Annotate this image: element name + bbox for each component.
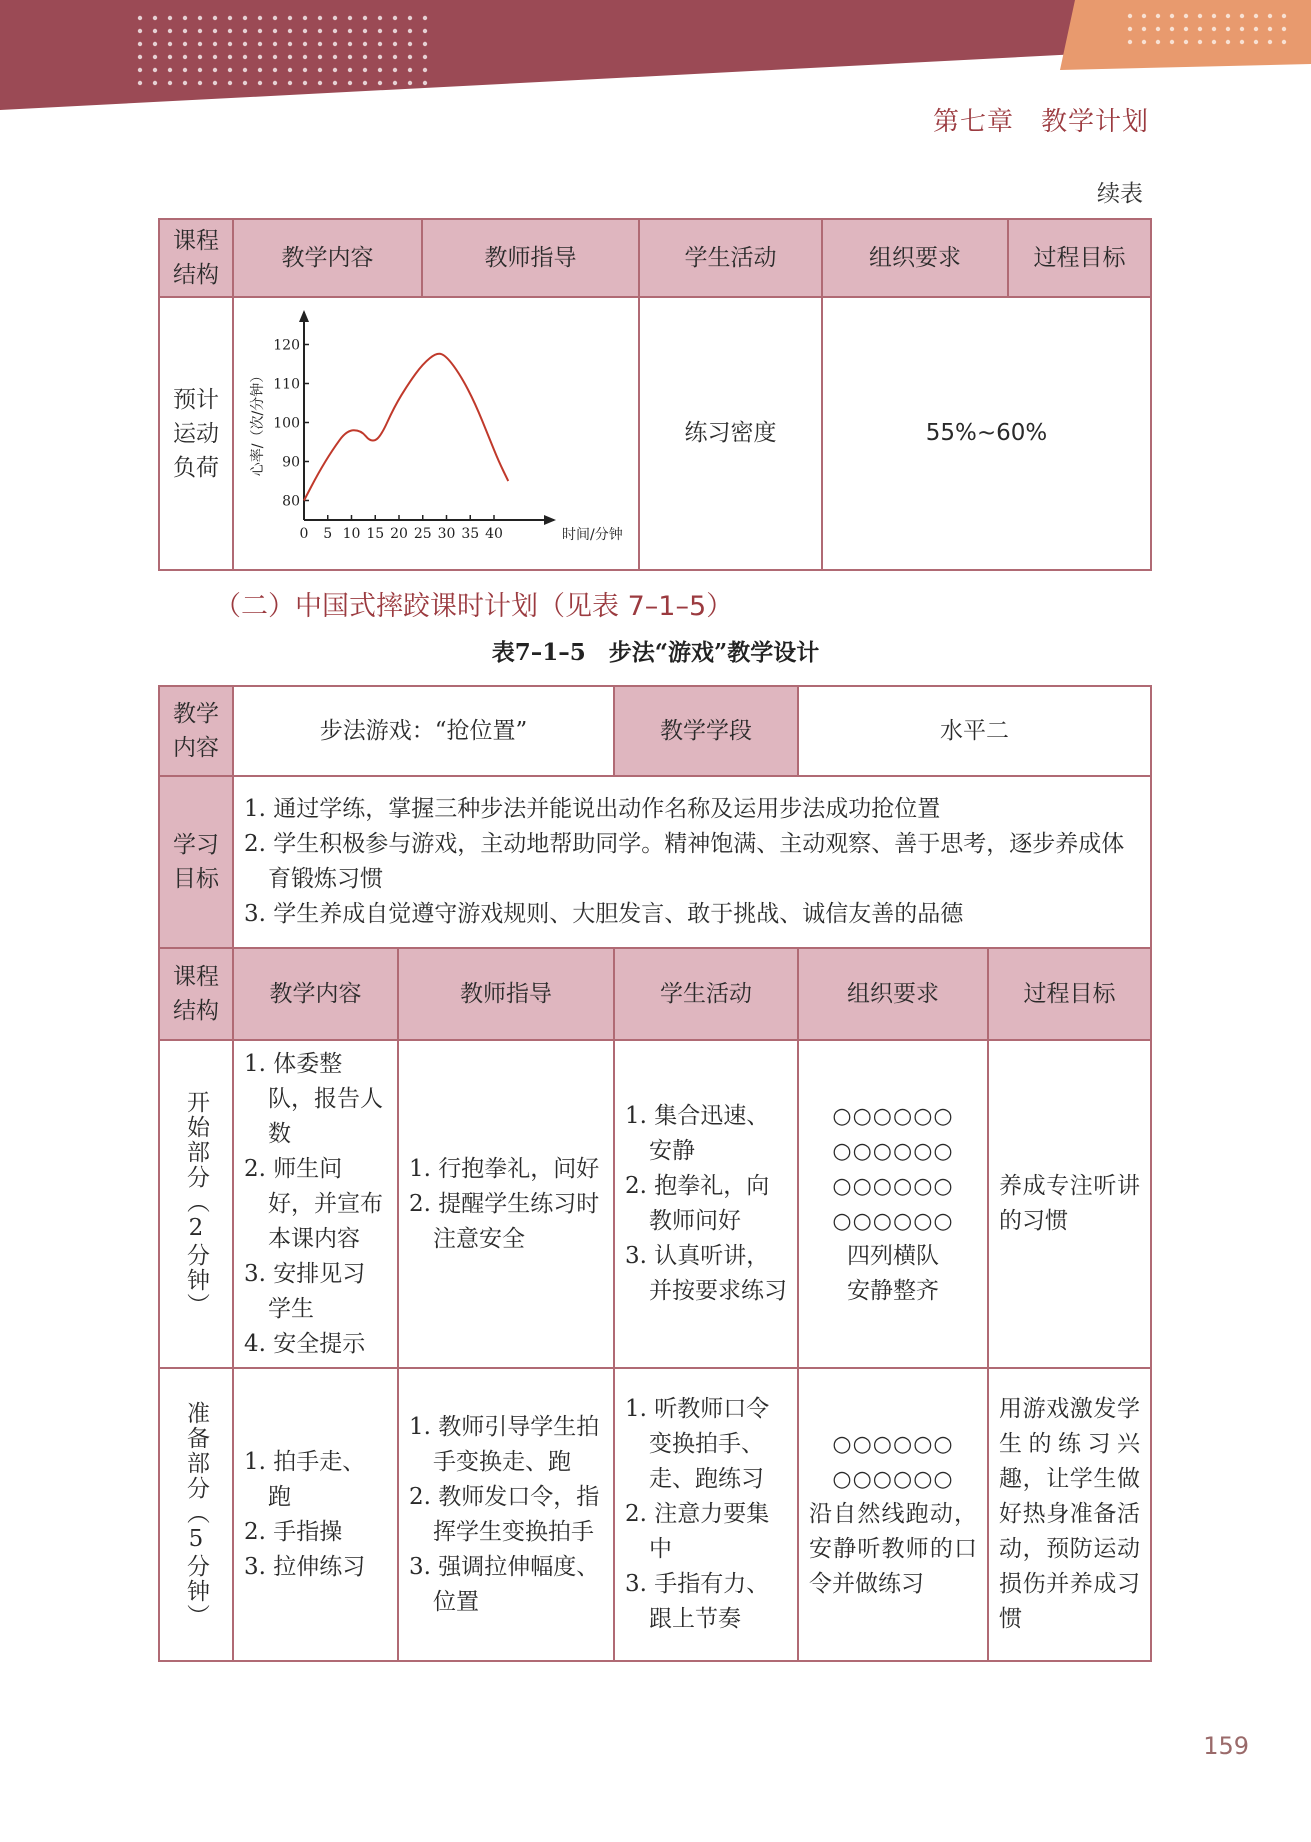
list-item: 1. 教师引导学生拍手变换走、跑 bbox=[409, 1413, 600, 1475]
banner-dot bbox=[213, 29, 217, 33]
header-org: 组织要求 bbox=[822, 219, 1008, 297]
banner-dot bbox=[393, 29, 397, 33]
prep-org bbox=[798, 1368, 988, 1661]
banner-dot bbox=[243, 55, 247, 59]
banner-dot bbox=[393, 42, 397, 46]
banner-dot bbox=[183, 42, 187, 46]
x-tick-label: 10 bbox=[342, 526, 361, 542]
banner-dot bbox=[348, 55, 352, 59]
banner-dot bbox=[1170, 27, 1174, 31]
banner-dot bbox=[168, 42, 172, 46]
list-item: 1. 拍手走、跑 bbox=[244, 1448, 366, 1510]
banner-dot bbox=[378, 16, 382, 20]
banner-dot bbox=[1226, 40, 1230, 44]
y-axis-label: 心率/（次/分钟） bbox=[250, 368, 266, 477]
page-number: 159 bbox=[1203, 1732, 1249, 1760]
x-tick-label: 30 bbox=[437, 526, 456, 542]
banner-dot bbox=[273, 29, 277, 33]
x-tick-label: 40 bbox=[485, 526, 503, 542]
banner-dot bbox=[243, 16, 247, 20]
header-guide: 教师指导 bbox=[398, 948, 614, 1040]
prep-part-label bbox=[159, 1368, 233, 1661]
banner-dot bbox=[393, 81, 397, 85]
banner-dot bbox=[1128, 14, 1132, 18]
banner-dot bbox=[1268, 27, 1272, 31]
top-banner bbox=[0, 0, 1311, 115]
banner-dot bbox=[333, 81, 337, 85]
banner-dot bbox=[1198, 40, 1202, 44]
banner-dot bbox=[378, 68, 382, 72]
banner-dot bbox=[273, 68, 277, 72]
banner-dot bbox=[408, 16, 412, 20]
banner-dot bbox=[393, 68, 397, 72]
banner-dot bbox=[378, 81, 382, 85]
list-item: 4. 安全提示 bbox=[244, 1330, 366, 1357]
x-tick-label: 5 bbox=[323, 526, 333, 542]
banner-dot bbox=[288, 16, 292, 20]
header-structure: 课程结构 bbox=[159, 948, 233, 1040]
banner-dot bbox=[153, 55, 157, 59]
banner-dot bbox=[408, 42, 412, 46]
row-label: 准备部分（5分钟） bbox=[183, 1400, 209, 1629]
banner-dot bbox=[183, 29, 187, 33]
banner-dot bbox=[333, 68, 337, 72]
list-item: 3. 安排见习学生 bbox=[244, 1260, 366, 1322]
banner-dot bbox=[288, 29, 292, 33]
banner-dot bbox=[243, 68, 247, 72]
heart-rate-line bbox=[304, 354, 508, 501]
list-item: 3. 拉伸练习 bbox=[244, 1553, 366, 1580]
goal-item: 3. 学生养成自觉遵守游戏规则、大胆发言、敢于挑战、诚信友善的品德 bbox=[244, 901, 964, 927]
banner-dot bbox=[318, 81, 322, 85]
goals-list bbox=[233, 776, 1151, 948]
banner-dot bbox=[1282, 40, 1286, 44]
banner-dot bbox=[1184, 40, 1188, 44]
banner-dot bbox=[1254, 27, 1258, 31]
banner-dot bbox=[1212, 40, 1216, 44]
banner-dot bbox=[243, 81, 247, 85]
banner-dot bbox=[153, 16, 157, 20]
x-tick-label: 25 bbox=[413, 526, 432, 542]
x-tick-label: 35 bbox=[461, 526, 480, 542]
banner-dot bbox=[363, 42, 367, 46]
row-label: 开始部分（2分钟） bbox=[183, 1090, 209, 1318]
load-label: 预计运动负荷 bbox=[159, 297, 233, 570]
banner-dot bbox=[333, 42, 337, 46]
banner-dot bbox=[1240, 14, 1244, 18]
banner-dot bbox=[303, 68, 307, 72]
banner-dot bbox=[213, 68, 217, 72]
chapter-title: 第七章 教学计划 bbox=[932, 107, 1149, 137]
banner-dot bbox=[273, 42, 277, 46]
list-item: 2. 师生问好，并宣布本课内容 bbox=[244, 1155, 383, 1252]
banner-dot bbox=[318, 68, 322, 72]
start-content bbox=[233, 1040, 398, 1368]
banner-dot bbox=[393, 16, 397, 20]
banner-dot bbox=[228, 29, 232, 33]
y-tick-label: 80 bbox=[282, 493, 300, 510]
start-guide bbox=[398, 1040, 614, 1368]
banner-dot bbox=[198, 81, 202, 85]
banner-dot bbox=[378, 42, 382, 46]
org-note: 安静整齐 bbox=[847, 1278, 939, 1304]
x-tick-label: 15 bbox=[366, 526, 385, 542]
heart-rate-chart bbox=[234, 298, 638, 558]
start-activity bbox=[614, 1040, 798, 1368]
banner-dot bbox=[393, 55, 397, 59]
banner-dot bbox=[1226, 14, 1230, 18]
header-activity: 学生活动 bbox=[639, 219, 822, 297]
banner-dot bbox=[198, 68, 202, 72]
banner-dot bbox=[258, 81, 262, 85]
header-goal: 过程目标 bbox=[1008, 219, 1151, 297]
banner-dot bbox=[1268, 14, 1272, 18]
header-content: 教学内容 bbox=[233, 948, 398, 1040]
banner-dot bbox=[243, 29, 247, 33]
banner-dot bbox=[1170, 40, 1174, 44]
list-item: 1. 听教师口令变换拍手、走、跑练习 bbox=[625, 1396, 770, 1492]
banner-dot bbox=[168, 55, 172, 59]
banner-dot bbox=[333, 55, 337, 59]
content-value: 步法游戏：“抢位置” bbox=[233, 686, 614, 776]
banner-dot bbox=[363, 29, 367, 33]
banner-dot bbox=[228, 42, 232, 46]
banner-dot bbox=[423, 55, 427, 59]
banner-dot bbox=[348, 29, 352, 33]
banner-dot bbox=[138, 55, 142, 59]
banner-dot bbox=[198, 55, 202, 59]
banner-dot bbox=[228, 16, 232, 20]
banner-dot bbox=[1282, 27, 1286, 31]
banner-dot bbox=[183, 55, 187, 59]
continued-label: 续表 bbox=[1097, 181, 1143, 207]
formation-row: ○○○○○○ bbox=[832, 1104, 954, 1129]
list-item: 2. 提醒学生练习时注意安全 bbox=[409, 1190, 600, 1252]
prep-guide bbox=[398, 1368, 614, 1661]
x-tick-label: 0 bbox=[299, 526, 309, 542]
banner-dot bbox=[303, 81, 307, 85]
banner-dot bbox=[363, 16, 367, 20]
banner-dot bbox=[318, 16, 322, 20]
section-title: （二）中国式摔跤课时计划（见表 7–1–5） bbox=[214, 591, 734, 622]
banner-dot bbox=[138, 16, 142, 20]
y-axis-arrow bbox=[299, 310, 309, 322]
y-tick-label: 100 bbox=[273, 415, 300, 432]
start-org bbox=[798, 1040, 988, 1368]
banner-dot bbox=[138, 81, 142, 85]
banner-dot bbox=[1128, 40, 1132, 44]
banner-dot bbox=[213, 42, 217, 46]
banner-dot bbox=[423, 29, 427, 33]
y-tick-label: 90 bbox=[282, 454, 300, 471]
y-tick-label: 110 bbox=[273, 376, 300, 393]
banner-dot bbox=[318, 29, 322, 33]
banner-dot bbox=[1226, 27, 1230, 31]
banner-dot bbox=[423, 68, 427, 72]
banner-dot bbox=[1156, 27, 1160, 31]
banner-dot bbox=[333, 16, 337, 20]
banner-dot bbox=[1184, 14, 1188, 18]
banner-dot bbox=[1254, 14, 1258, 18]
banner-dot bbox=[378, 29, 382, 33]
goals-label: 学习目标 bbox=[159, 776, 233, 948]
list-item: 2. 注意力要集中 bbox=[625, 1501, 770, 1562]
x-axis-arrow bbox=[544, 515, 556, 525]
banner-dot bbox=[348, 16, 352, 20]
y-tick-label: 120 bbox=[273, 337, 300, 354]
density-value: 55%~60% bbox=[822, 297, 1151, 570]
banner-dot bbox=[213, 81, 217, 85]
banner-dot bbox=[288, 68, 292, 72]
stage-value: 水平二 bbox=[798, 686, 1151, 776]
banner-dot bbox=[1142, 40, 1146, 44]
banner-dot bbox=[213, 55, 217, 59]
density-label: 练习密度 bbox=[639, 297, 822, 570]
list-item: 3. 手指有力、跟上节奏 bbox=[625, 1571, 770, 1632]
formation-row: ○○○○○○ bbox=[832, 1432, 954, 1457]
banner-dot bbox=[303, 42, 307, 46]
banner-dot bbox=[258, 55, 262, 59]
banner-dot bbox=[258, 29, 262, 33]
banner-dot bbox=[153, 42, 157, 46]
x-tick-label: 20 bbox=[390, 526, 408, 542]
list-item: 1. 行抱拳礼，问好 bbox=[409, 1155, 600, 1182]
banner-dot bbox=[153, 81, 157, 85]
banner-dot bbox=[198, 16, 202, 20]
heart-rate-chart-cell bbox=[233, 297, 639, 570]
banner-dot bbox=[348, 68, 352, 72]
x-axis-label: 时间/分钟 bbox=[562, 527, 623, 543]
formation-row: ○○○○○○ bbox=[832, 1467, 954, 1492]
lesson-table bbox=[158, 685, 1152, 1662]
header-goal: 过程目标 bbox=[988, 948, 1151, 1040]
banner-dot bbox=[273, 55, 277, 59]
banner-dot bbox=[138, 68, 142, 72]
banner-dot bbox=[423, 42, 427, 46]
banner-dot bbox=[1212, 14, 1216, 18]
banner-dot bbox=[1198, 27, 1202, 31]
header-structure: 课程结构 bbox=[159, 219, 233, 297]
banner-dot bbox=[303, 29, 307, 33]
banner-dot bbox=[228, 68, 232, 72]
banner-dot bbox=[1198, 14, 1202, 18]
banner-dot bbox=[228, 81, 232, 85]
banner-dot bbox=[303, 16, 307, 20]
banner-dot bbox=[1240, 27, 1244, 31]
banner-dot bbox=[423, 81, 427, 85]
banner-dot bbox=[408, 68, 412, 72]
header-org: 组织要求 bbox=[798, 948, 988, 1040]
banner-dot bbox=[198, 42, 202, 46]
banner-dot bbox=[1212, 27, 1216, 31]
list-item: 2. 抱拳礼，向教师问好 bbox=[625, 1173, 770, 1234]
banner-dot bbox=[408, 55, 412, 59]
banner-dot bbox=[1184, 27, 1188, 31]
goal-item: 1. 通过学练，掌握三种步法并能说出动作名称及运用步法成功抢位置 bbox=[244, 796, 941, 822]
banner-dot bbox=[348, 42, 352, 46]
banner-dot bbox=[228, 55, 232, 59]
banner-dot bbox=[363, 68, 367, 72]
banner-dot bbox=[168, 81, 172, 85]
banner-dot bbox=[153, 29, 157, 33]
banner-dot bbox=[1156, 40, 1160, 44]
banner-dot bbox=[333, 29, 337, 33]
prep-activity bbox=[614, 1368, 798, 1661]
banner-dot bbox=[168, 16, 172, 20]
banner-dot bbox=[363, 55, 367, 59]
banner-dot bbox=[1254, 40, 1258, 44]
stage-label: 教学学段 bbox=[614, 686, 798, 776]
banner-dot bbox=[288, 55, 292, 59]
banner-dot bbox=[258, 16, 262, 20]
formation-row: ○○○○○○ bbox=[832, 1174, 954, 1199]
banner-dot bbox=[318, 42, 322, 46]
table-title: 表7–1–5 步法“游戏”教学设计 bbox=[491, 639, 820, 666]
header-activity: 学生活动 bbox=[614, 948, 798, 1040]
banner-dot bbox=[363, 81, 367, 85]
banner-dot bbox=[1142, 14, 1146, 18]
banner-dot bbox=[138, 42, 142, 46]
banner-dot bbox=[288, 81, 292, 85]
banner-dot bbox=[258, 68, 262, 72]
banner-dot bbox=[288, 42, 292, 46]
banner-dot bbox=[1142, 27, 1146, 31]
banner-dot bbox=[168, 29, 172, 33]
list-item: 1. 体委整队，报告人数 bbox=[244, 1050, 383, 1147]
banner-dot bbox=[423, 16, 427, 20]
banner-dot bbox=[138, 29, 142, 33]
banner-dot bbox=[1156, 14, 1160, 18]
banner-dot bbox=[273, 16, 277, 20]
prep-content bbox=[233, 1368, 398, 1661]
start-goal: 养成专注听讲的习惯 bbox=[988, 1040, 1151, 1368]
list-item: 2. 教师发口令，指挥学生变换拍手 bbox=[409, 1483, 600, 1545]
list-item: 3. 强调拉伸幅度、位置 bbox=[409, 1553, 600, 1615]
list-item: 2. 手指操 bbox=[244, 1518, 343, 1545]
org-note: 沿自然线跑动，安静听教师的口令并做练习 bbox=[809, 1501, 977, 1597]
banner-dot bbox=[1268, 40, 1272, 44]
banner-dot bbox=[408, 81, 412, 85]
banner-dot bbox=[273, 81, 277, 85]
banner-dot bbox=[1240, 40, 1244, 44]
banner-dot bbox=[1128, 27, 1132, 31]
banner-dot bbox=[243, 42, 247, 46]
banner-dot bbox=[183, 68, 187, 72]
banner-dot bbox=[1282, 14, 1286, 18]
banner-dot bbox=[303, 55, 307, 59]
banner-dot bbox=[378, 55, 382, 59]
banner-dot bbox=[168, 68, 172, 72]
banner-dot bbox=[408, 29, 412, 33]
banner-dot bbox=[153, 68, 157, 72]
banner-dot bbox=[258, 42, 262, 46]
load-table bbox=[158, 218, 1152, 571]
banner-dot bbox=[318, 55, 322, 59]
banner-dot bbox=[198, 29, 202, 33]
formation-row: ○○○○○○ bbox=[832, 1209, 954, 1234]
banner-dot bbox=[1170, 14, 1174, 18]
header-guide: 教师指导 bbox=[422, 219, 639, 297]
list-item: 1. 集合迅速、安静 bbox=[625, 1103, 770, 1164]
content-label: 教学内容 bbox=[159, 686, 233, 776]
banner-dot bbox=[213, 16, 217, 20]
start-part-label bbox=[159, 1040, 233, 1368]
goal-item: 2. 学生积极参与游戏，主动地帮助同学。精神饱满、主动观察、善于思考，逐步养成体育锻炼习惯 bbox=[244, 831, 1125, 892]
header-content: 教学内容 bbox=[233, 219, 422, 297]
list-item: 3. 认真听讲，并按要求练习 bbox=[625, 1243, 787, 1304]
banner-dot bbox=[348, 81, 352, 85]
banner-dot bbox=[183, 16, 187, 20]
org-note: 四列横队 bbox=[847, 1243, 939, 1269]
formation-row: ○○○○○○ bbox=[832, 1139, 954, 1164]
banner-dot bbox=[183, 81, 187, 85]
prep-goal: 用游戏激发学生的练习兴趣，让学生做好热身准备活动，预防运动损伤并养成习惯 bbox=[988, 1368, 1151, 1661]
